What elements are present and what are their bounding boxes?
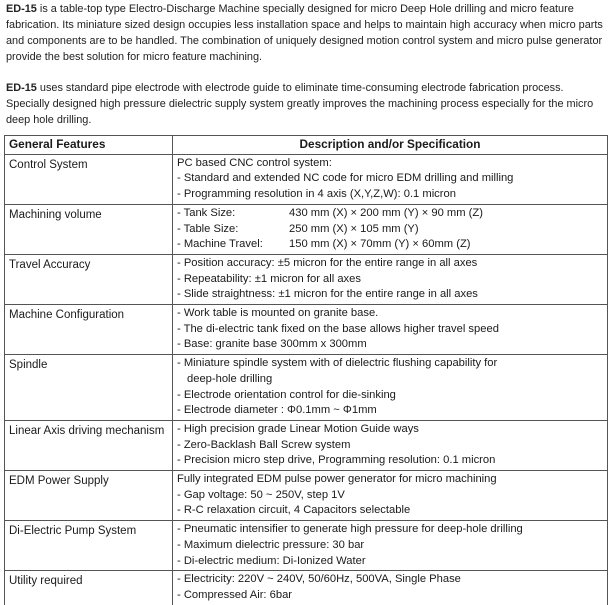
feature-name: Travel Accuracy [5,254,173,304]
spec-line: - Position accuracy: ±5 micron for the entire range in all axes [177,256,478,269]
feature-name: EDM Power Supply [5,471,173,521]
spec-line: - The di-electric tank fixed on the base allows higher travel speed [177,322,499,335]
spec-line: - Gap voltage: 50 ~ 250V, step 1V [177,488,345,501]
table-row [5,571,608,605]
spec-line [177,206,603,222]
spec-line: - Electrode orientation control for die-sinking [177,388,396,401]
spec-line: - Electrode diameter : Φ0.1mm ~ Φ1mm [177,404,377,417]
spec-line: - Slide straightness: ±1 micron for the entire range in all axes [177,288,478,301]
feature-description [173,420,608,470]
spec-line: - Programming resolution in 4 axis (X,Y,Z,W): 0.1 micron [177,188,456,201]
table-row [5,471,608,521]
header-general-features: General Features [5,136,173,155]
feature-description [173,154,608,204]
feature-name: Spindle [5,355,173,421]
feature-description [173,471,608,521]
spec-line: - Pneumatic intensifier to generate high pressure for deep-hole drilling [177,523,523,536]
table-row [5,355,608,421]
spec-line: - Standard and extended NC code for micro EDM drilling and milling [177,172,514,185]
spec-line: deep-hole drilling [187,372,273,385]
spec-value: 430 mm (X) × 200 mm (Y) × 90 mm (Z) [289,206,483,219]
spec-line: - High precision grade Linear Motion Guide ways [177,422,419,435]
table-row [5,305,608,355]
feature-name: Utility required [5,571,173,605]
feature-description [173,521,608,571]
spec-line: - Electricity: 220V ~ 240V, 50/60Hz, 500VA, Single Phase [177,573,461,586]
model-name: ED-15 [6,82,37,94]
spec-line: - Zero-Backlash Ball Screw system [177,438,351,451]
table-header-row [5,136,608,155]
spec-label: - Table Size: [177,222,239,235]
intro-text-2: uses standard pipe electrode with electrode guide to eliminate time-consuming electrode fabrication process. Specially designed high pressure dielectric supply system greatly improves the machining process especially for the micro deep hole drilling. [6,82,594,126]
spec-line: - Work table is mounted on granite base. [177,307,379,320]
intro-text-1: is a table-top type Electro-Discharge Machine specially designed for micro Deep Hole drilling and micro feature fabrication. Its miniature sized design occupies less installation space and helps to maintain high accuracy when micro parts and components are to be handled. The combination of uniquely designed motion control system and micro pulse generator provide the best solution for micro feature machining. [6,3,603,63]
spec-label: - Tank Size: [177,206,236,219]
spec-line: - Miniature spindle system with of dielectric flushing capability for [177,357,498,370]
intro-paragraph-2 [6,80,606,128]
spec-line: - Repeatability: ±1 micron for all axes [177,272,361,285]
table-row [5,521,608,571]
feature-name: Linear Axis driving mechanism [5,420,173,470]
table-row [5,154,608,204]
spec-line: - Di-electric medium: Di-Ionized Water [177,554,366,567]
spec-line: Fully integrated EDM pulse power generator for micro machining [177,473,497,486]
feature-name: Di-Electric Pump System [5,521,173,571]
feature-description [173,305,608,355]
feature-description [173,355,608,421]
specification-table [4,135,608,605]
feature-description [173,204,608,254]
feature-description [173,571,608,605]
feature-name: Machine Configuration [5,305,173,355]
specification-rows [5,154,608,604]
table-row [5,254,608,304]
intro-paragraph-1 [6,1,606,65]
table-row [5,420,608,470]
spec-line [177,237,603,253]
header-description: Description and/or Specification [173,136,608,155]
feature-name: Control System [5,154,173,204]
spec-line: PC based CNC control system: [177,156,332,169]
spec-line [177,222,603,238]
feature-description [173,254,608,304]
spec-line: - Compressed Air: 6bar [177,588,293,601]
table-row [5,204,608,254]
spec-line: - Maximum dielectric pressure: 30 bar [177,538,365,551]
spec-line: - Precision micro step drive, Programming resolution: 0.1 micron [177,454,496,467]
spec-line: - Base: granite base 300mm x 300mm [177,338,367,351]
model-name: ED-15 [6,3,37,15]
spec-value: 250 mm (X) × 105 mm (Y) [289,222,419,235]
spec-value: 150 mm (X) × 70mm (Y) × 60mm (Z) [289,238,471,251]
feature-name: Machining volume [5,204,173,254]
spec-line: - R-C relaxation circuit, 4 Capacitors selectable [177,504,411,517]
spec-label: - Machine Travel: [177,238,263,251]
